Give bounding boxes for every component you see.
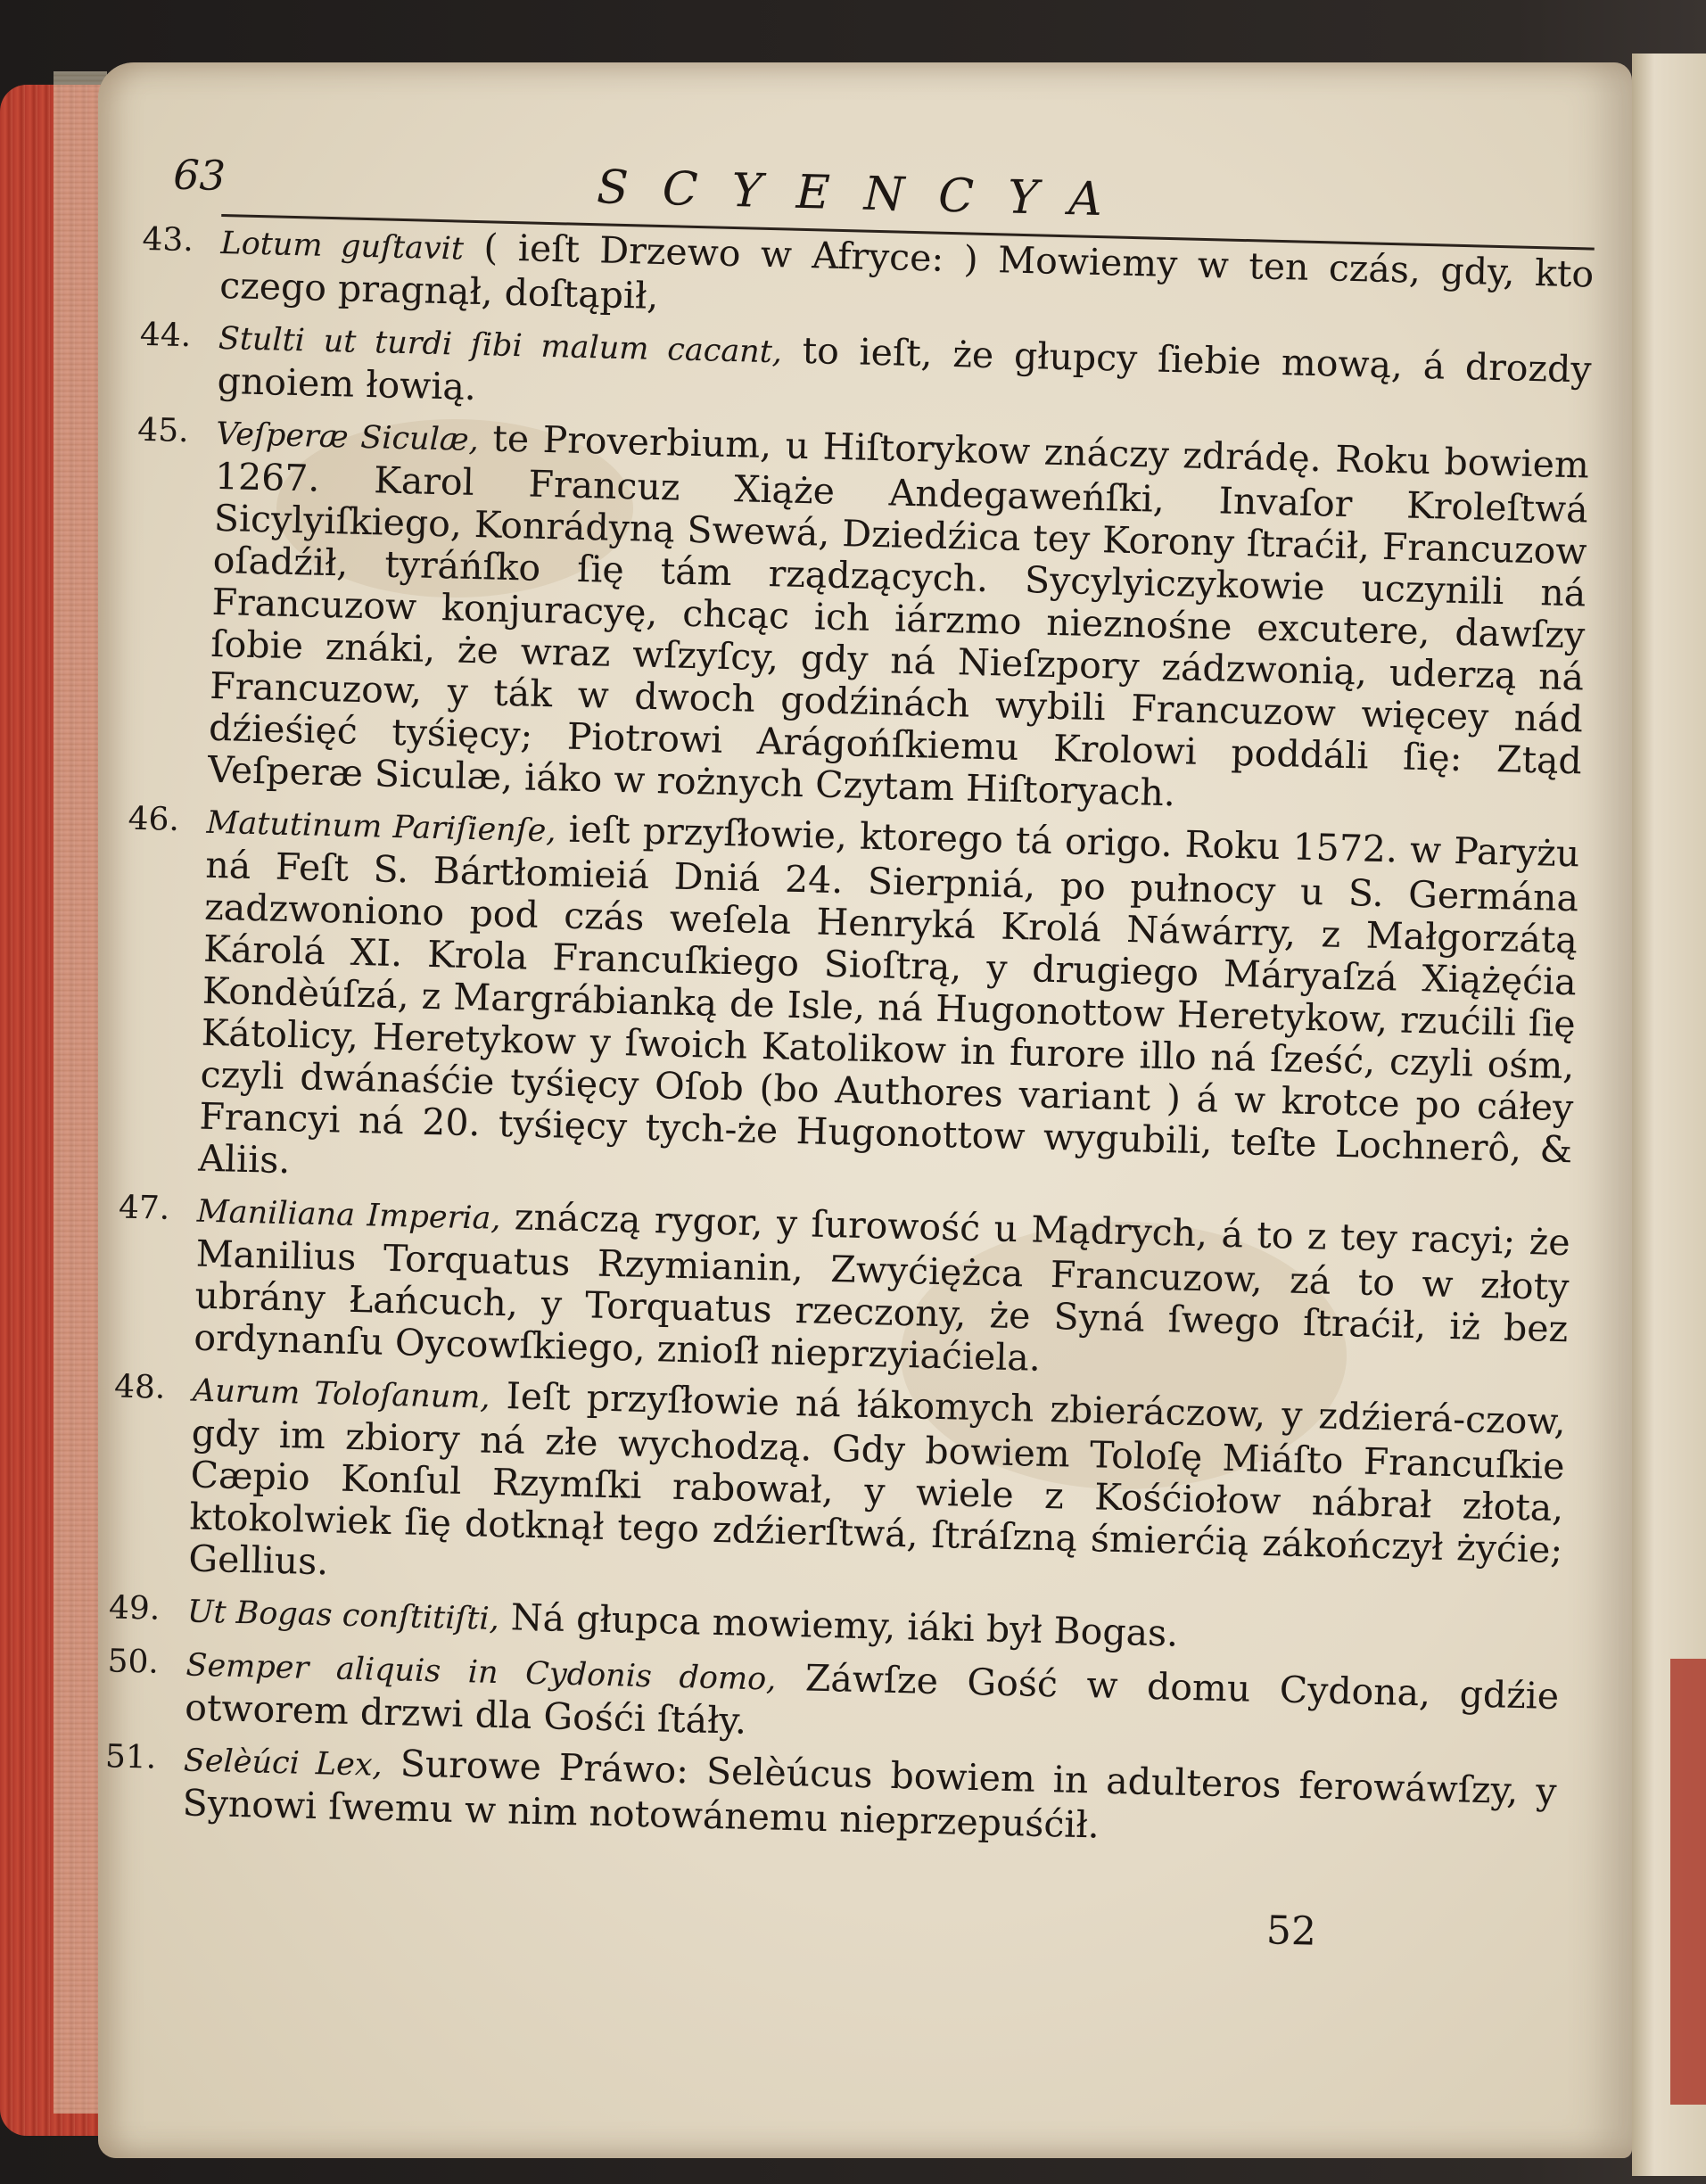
latin-phrase: Lotum guſtavit	[219, 225, 465, 268]
entry-number: 51.	[104, 1738, 157, 1776]
latin-phrase: Selèúci Lex,	[183, 1743, 383, 1784]
facing-page-edge	[1632, 54, 1706, 2176]
entry-text: to ieſt, że głupcy ſiebie mową, á drozdy gnoiem łowią.	[217, 328, 1593, 409]
entry-text: Surowe Práwo: Selèúcus bowiem in adulteros ferowáwſzy, y Synowi ſwemu w nim notowánemu nieprzepuśćił.	[182, 1741, 1558, 1847]
entry-number: 46.	[128, 800, 180, 839]
entry-text: Ná głupca mowiemy, iáki był Bogas.	[499, 1595, 1179, 1655]
entry-text: ( ieſt Drzewo w Afryce: ) Mowiemy w ten czás, gdy, kto czego pragnął, doſtąpił,	[218, 225, 1595, 317]
page-number: 63	[172, 150, 227, 201]
entry-number: 50.	[107, 1643, 160, 1681]
latin-phrase: Maniliana Imperia,	[196, 1193, 501, 1237]
catchword: 52	[1265, 1908, 1317, 1955]
latin-phrase: Semper aliquis in Cydonis domo,	[185, 1647, 777, 1698]
entry-text: Ieſt przyſłowie ná łákomych zbieráczow, y zdźierá-czow, gdy im zbiory ná złe wychodzą. Gdy bowiem Toloſę Miáſto Francuſkie Cæpio Konſul Rzymſki rabował, y wiele z Kośćiołow nábrał złota, ktokolwiek ſię dotknął tego zdźierſtwá, ſtráſzną śmierćią zákończył żyćie; Gellius.	[187, 1373, 1567, 1584]
proverb-list	[104, 220, 1595, 1858]
latin-phrase: Veſperæ Siculæ,	[215, 416, 480, 459]
entry-text: znáczą rygor, y ſurowość u Mądrych, á to z tey racyi; że Manilius Torquatus Rzymianin, Zwyćiężca Francuzow, zá to w złoty ubrány Łańcuch, y Torquatus rzeczony, że Syná ſwego ſtraćił, iż bez ordynanſu Oycowſkiego, znioſł nieprzyiaćiela.	[193, 1194, 1571, 1380]
entry-number: 49.	[108, 1589, 161, 1628]
entry-number: 44.	[139, 316, 192, 355]
entry-text: ieſt przyſłowie, ktorego tá origo. Roku 1572. w Paryżu ná Feſt S. Bártłomieiá Dniá 24. Sierpniá, po pułnocy u S. Germána zadzwoniono pod czás weſela Henryká Krolá Náwárry, z Małgorzátą Károlá XI. Krola Francuſkiego Sioſtrą, y drugiego Máryaſzá Xiążęćia Kondèúſzá, z Margrábianką de Isle, ná Hugonottow Heretykow, rzućili ſię Kátolicy, Heretykow y ſwoich Katolikow in furore illo ná ſześć, czyli ośm, czyli dwánaśćie tyśięcy Oſob (bo Authores variant ) á w krotce po cáłey Francyi ná 20. tyśięcy tych-że Hugonottow wygubili, teſte Lochnerô, & Aliis.	[197, 807, 1580, 1183]
entry-text: te Proverbium, u Hiſtorykow znáczy zdrádę. Roku bowiem 1267. Karol Francuz Xiąże Andegaweńſki, Invaſor Kroleſtwá Sicylyiſkiego, Konrádyną Swewá, Dziedźica tey Korony ſtraćił, Francuzow oſadźił, tyráńſko ſię tám rządzących. Sycylyiczykowie uczynili ná Francuzow konjuracyę, chcąc ich iárzmo nieznośne excutere, dawſzy ſobie znáki, że wraz wſzyſcy, gdy ná Nieſzpory zádzwonią, uderzą ná Francuzow, y ták w dwoch godźinách wybili Francuzow więcey nád dźieśięć tyśięcy; Piotrowi Arágońſkiemu Krolowi poddáli ſię: Ztąd Veſperæ Siculæ, iáko w rożnych Czytam Hiſtoryach.	[207, 416, 1590, 815]
entry-number: 47.	[118, 1189, 170, 1227]
entry-number: 48.	[113, 1368, 166, 1406]
latin-phrase: Stulti ut turdi ſibi malum cacant,	[218, 320, 783, 371]
latin-phrase: Aurum Toloſanum,	[192, 1372, 491, 1416]
entry-text: Záwſze Gość w domu Cydona, gdźie otworem drzwi dla Gośći ſtáły.	[184, 1655, 1560, 1743]
entry-number: 43.	[142, 220, 194, 260]
latin-phrase: Ut Bogas conſtitiſti,	[186, 1594, 500, 1638]
latin-phrase: Matutinum Pariſienſe,	[206, 804, 557, 850]
running-head: SCYENCYA	[596, 161, 1137, 228]
entry-number: 45.	[136, 411, 190, 450]
page-text-block	[104, 150, 1596, 1867]
